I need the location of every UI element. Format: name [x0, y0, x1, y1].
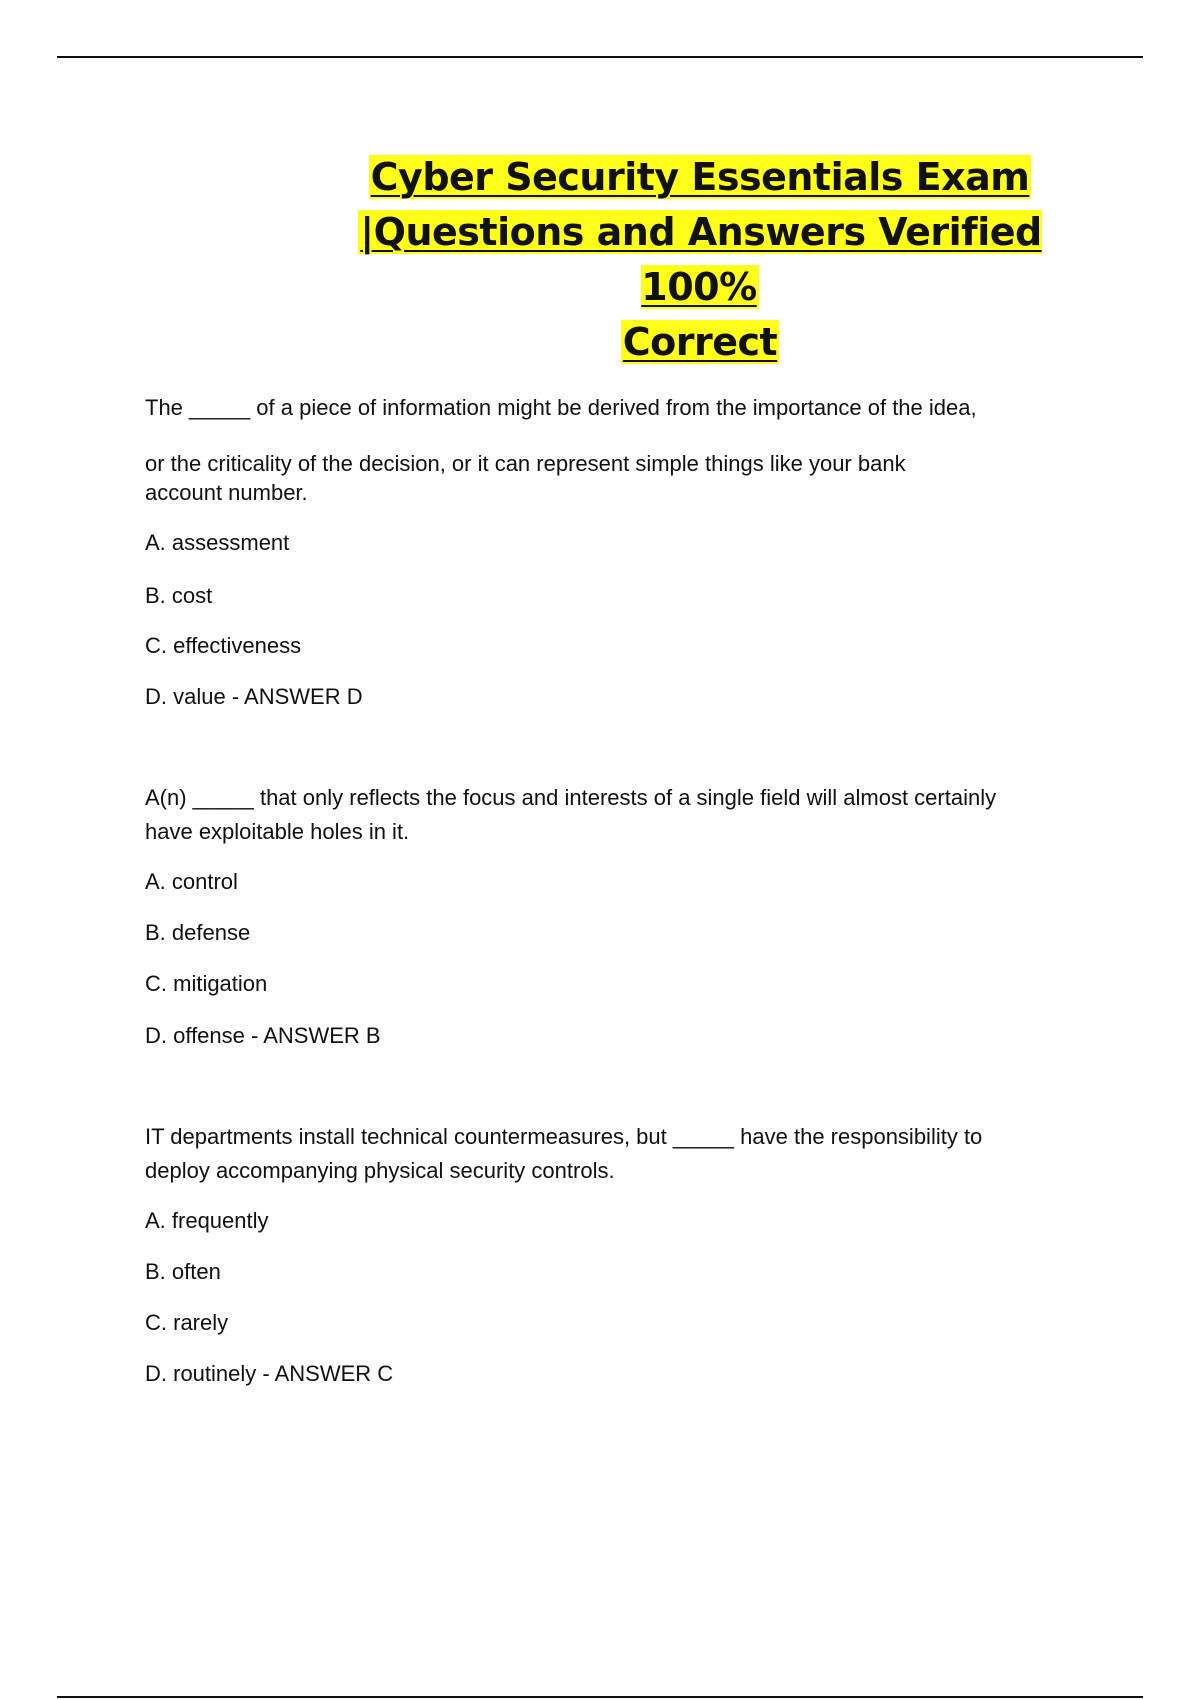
- title-line-2: |Questions and Answers Verified 100%: [360, 210, 1042, 309]
- top-rule: [57, 56, 1143, 58]
- question-3-option-a: A. frequently: [145, 1208, 269, 1233]
- question-1-option-d: D. value - ANSWER D: [145, 684, 363, 709]
- question-2-option-b: B. defense: [145, 920, 251, 945]
- question-3-stem-line-2: deploy accompanying physical security controls.: [145, 1158, 615, 1183]
- question-2-option-c: C. mitigation: [145, 971, 268, 996]
- question-2-stem-line-2: have exploitable holes in it.: [145, 819, 410, 844]
- question-1-option-a: A. assessment: [145, 530, 290, 555]
- question-2-option-a: A. control: [145, 869, 238, 894]
- question-1-stem-line-1: The _____ of a piece of information might be derived from the importance of the idea,: [145, 395, 977, 420]
- question-2-option-d: D. offense - ANSWER B: [145, 1023, 381, 1048]
- question-1-stem-line-2: or the criticality of the decision, or it can represent simple things like your bank: [145, 451, 906, 476]
- question-3-option-b: B. often: [145, 1259, 221, 1284]
- title-line-1: Cyber Security Essentials Exam: [370, 155, 1030, 199]
- question-2-stem-line-1: A(n) _____ that only reflects the focus and interests of a single field will almost certainly: [145, 785, 997, 810]
- question-1-option-c: C. effectiveness: [145, 633, 302, 658]
- title-line-3: Correct: [622, 320, 778, 364]
- question-1-stem-line-3: account number.: [145, 480, 308, 505]
- bottom-rule: [57, 1696, 1143, 1698]
- question-3-stem-line-1: IT departments install technical countermeasures, but _____ have the responsibility to: [145, 1124, 983, 1149]
- question-1-option-b: B. cost: [145, 583, 213, 608]
- question-3-option-d: D. routinely - ANSWER C: [145, 1361, 394, 1386]
- document-title: [300, 150, 1100, 370]
- question-3-option-c: C. rarely: [145, 1310, 229, 1335]
